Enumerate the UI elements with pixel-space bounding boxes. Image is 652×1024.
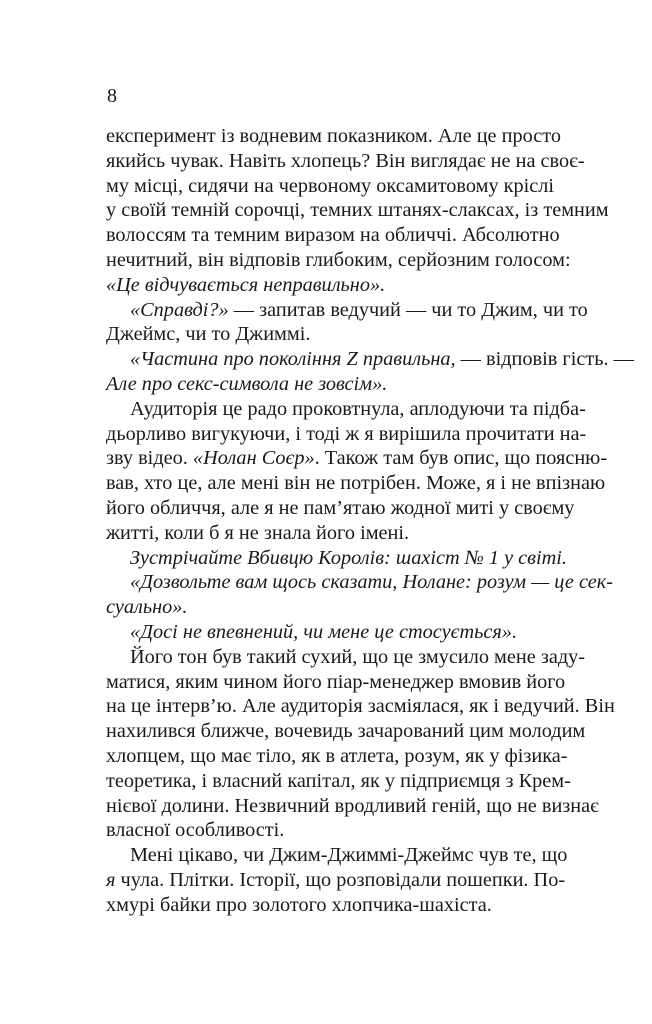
text-run: матися, яким чином його піар-менеджер вмовив його — [106, 670, 566, 693]
text-run: Його тон був такий сухий, що це змусило мене заду- — [130, 645, 586, 668]
text-line — [106, 570, 613, 595]
italic-text-run: «Це відчувається неправильно». — [106, 273, 386, 296]
text-run: — запитав ведучий — чи то Джим, чи то — [228, 298, 588, 321]
text-line — [106, 149, 585, 174]
text-line — [106, 198, 609, 223]
text-run: експеримент із водневим показником. Але це просто — [106, 125, 561, 147]
text-line — [106, 893, 544, 918]
text-run: якийсь чувак. Навіть хлопець? Він виглядає не на своє- — [106, 149, 585, 172]
text-line — [106, 620, 544, 645]
italic-text-run: «Частина про покоління Z правильна, — [130, 348, 461, 371]
text-run: . Також там був опис, що поясню- — [314, 447, 608, 470]
text-line — [106, 496, 575, 521]
text-run: нечитний, він відповів глибоким, серйозним голосом: — [106, 248, 571, 271]
text-line — [106, 298, 588, 323]
text-line — [106, 124, 561, 149]
text-line — [106, 595, 544, 620]
text-run: зву відео. — [106, 447, 193, 470]
text-run: хлопцем, що має тіло, як в атлета, розум, як у фізика- — [106, 744, 568, 767]
text-line — [106, 546, 567, 571]
text-line — [106, 223, 560, 248]
text-run: му місці, сидячи на червоному оксамитовому кріслі — [106, 174, 555, 197]
text-line — [106, 769, 571, 794]
text-line — [106, 248, 571, 273]
text-line — [106, 347, 634, 372]
text-run: дьорливо вигукуючи, і тоді ж я вирішила прочитати на- — [106, 422, 587, 445]
text-line — [106, 422, 587, 447]
text-line — [106, 446, 608, 471]
body-text — [106, 124, 634, 918]
text-line — [106, 794, 599, 819]
text-run: його обличчя, але я не пам’ятаю жодної миті у своєму — [106, 496, 575, 519]
text-run: вав, хто це, але мені він не потрібен. Може, я і не впізнаю — [106, 472, 606, 495]
text-line — [106, 719, 586, 744]
text-line — [106, 744, 568, 769]
text-line — [106, 868, 566, 893]
text-line — [106, 322, 544, 347]
italic-text-run: я — [106, 868, 116, 891]
text-line — [106, 397, 586, 422]
text-line — [106, 843, 568, 868]
text-run: — відповів гість. — — [460, 348, 634, 371]
text-line — [106, 694, 615, 719]
text-run: Мені цікаво, чи Джим-Джиммі-Джеймс чув те, що — [130, 844, 568, 867]
text-line — [106, 174, 555, 199]
text-run: чула. Плітки. Історії, що розповідали пошепки. По- — [115, 868, 566, 891]
text-line — [106, 521, 544, 546]
italic-text-run: «Справді?» — [130, 298, 229, 321]
italic-text-run: «Нолан Соєр» — [192, 447, 315, 470]
text-run: нахилився ближче, вочевидь зачарований цим молодим — [106, 720, 586, 743]
italic-text-run: Зустрічайте Вбивцю Королів: шахіст № 1 у світі. — [130, 546, 567, 569]
text-line — [106, 818, 544, 843]
text-run: Джеймс, чи то Джиммі. — [106, 323, 311, 346]
italic-text-run: суально». — [106, 596, 188, 619]
italic-text-run: «Дозвольте вам щось сказати, Нолане: розум — це сек- — [130, 571, 613, 594]
text-run: Аудиторія це радо проковтнула, аплодуючи та підба- — [130, 397, 586, 420]
italic-text-run: «Досі не впевнений, чи мене це стосується». — [130, 620, 518, 643]
text-line — [106, 273, 544, 298]
text-run: теоретика, і власний капітал, як у підприємця з Крем- — [106, 769, 571, 792]
text-line — [106, 372, 544, 397]
page-number: 8 — [107, 85, 117, 107]
text-line — [106, 645, 586, 670]
text-run: на це інтерв’ю. Але аудиторія засміялася, як і ведучий. Він — [106, 695, 615, 718]
text-run: житті, коли б я не знала його імені. — [106, 521, 410, 544]
text-line — [106, 670, 566, 695]
text-run: волоссям та темним виразом на обличчі. Абсолютно — [106, 224, 560, 247]
text-run: хмурі байки про золотого хлопчика-шахіста. — [106, 893, 492, 916]
text-line — [106, 471, 606, 496]
text-run: власної особливості. — [106, 819, 285, 842]
text-run: нієвої долини. Незвичний вродливий геній, що не визнає — [106, 794, 599, 817]
text-run: у своїй темній сорочці, темних штанях-слаксах, із темним — [106, 199, 609, 222]
italic-text-run: Але про секс-символа не зовсім». — [106, 372, 388, 395]
